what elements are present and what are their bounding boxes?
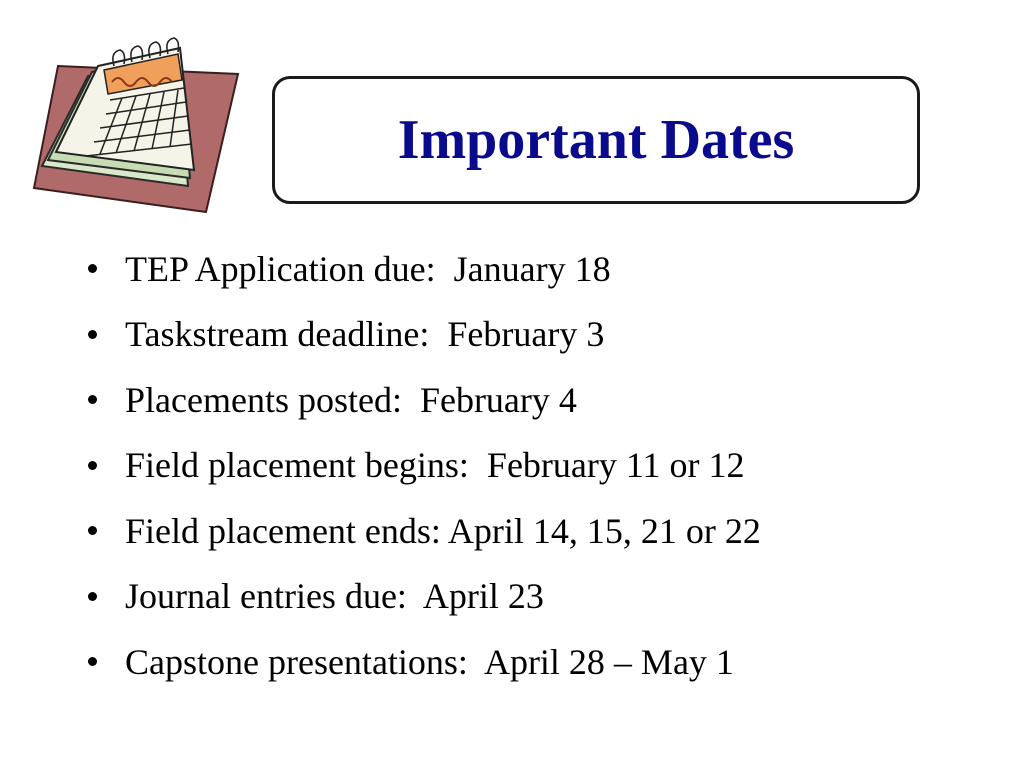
bullet-text: Field placement ends: April 14, 15, 21 or 22 [125,510,761,551]
bullet-icon [88,461,97,470]
list-item [82,236,1002,302]
bullet-icon [88,264,97,273]
list-item [82,302,1002,368]
bullet-icon [88,592,97,601]
bullet-icon [88,526,97,535]
bullet-icon [88,330,97,339]
list-item [82,433,1002,499]
bullet-text: TEP Application due: January 18 [125,248,611,289]
bullet-text: Journal entries due: April 23 [125,576,544,617]
bullet-text: Field placement begins: February 11 or 12 [125,445,745,486]
list-item [82,629,1002,695]
list-item [82,564,1002,630]
title-box [272,76,920,204]
slide-title: Important Dates [397,109,795,171]
bullet-list [82,236,1002,695]
list-item [82,498,1002,564]
bullet-icon [88,395,97,404]
bullet-icon [88,657,97,666]
bullet-text: Capstone presentations: April 28 – May 1 [125,641,734,682]
bullet-text: Placements posted: February 4 [125,379,577,420]
bullet-text: Taskstream deadline: February 3 [125,314,605,355]
calendar-icon [28,36,248,216]
list-item [82,367,1002,433]
